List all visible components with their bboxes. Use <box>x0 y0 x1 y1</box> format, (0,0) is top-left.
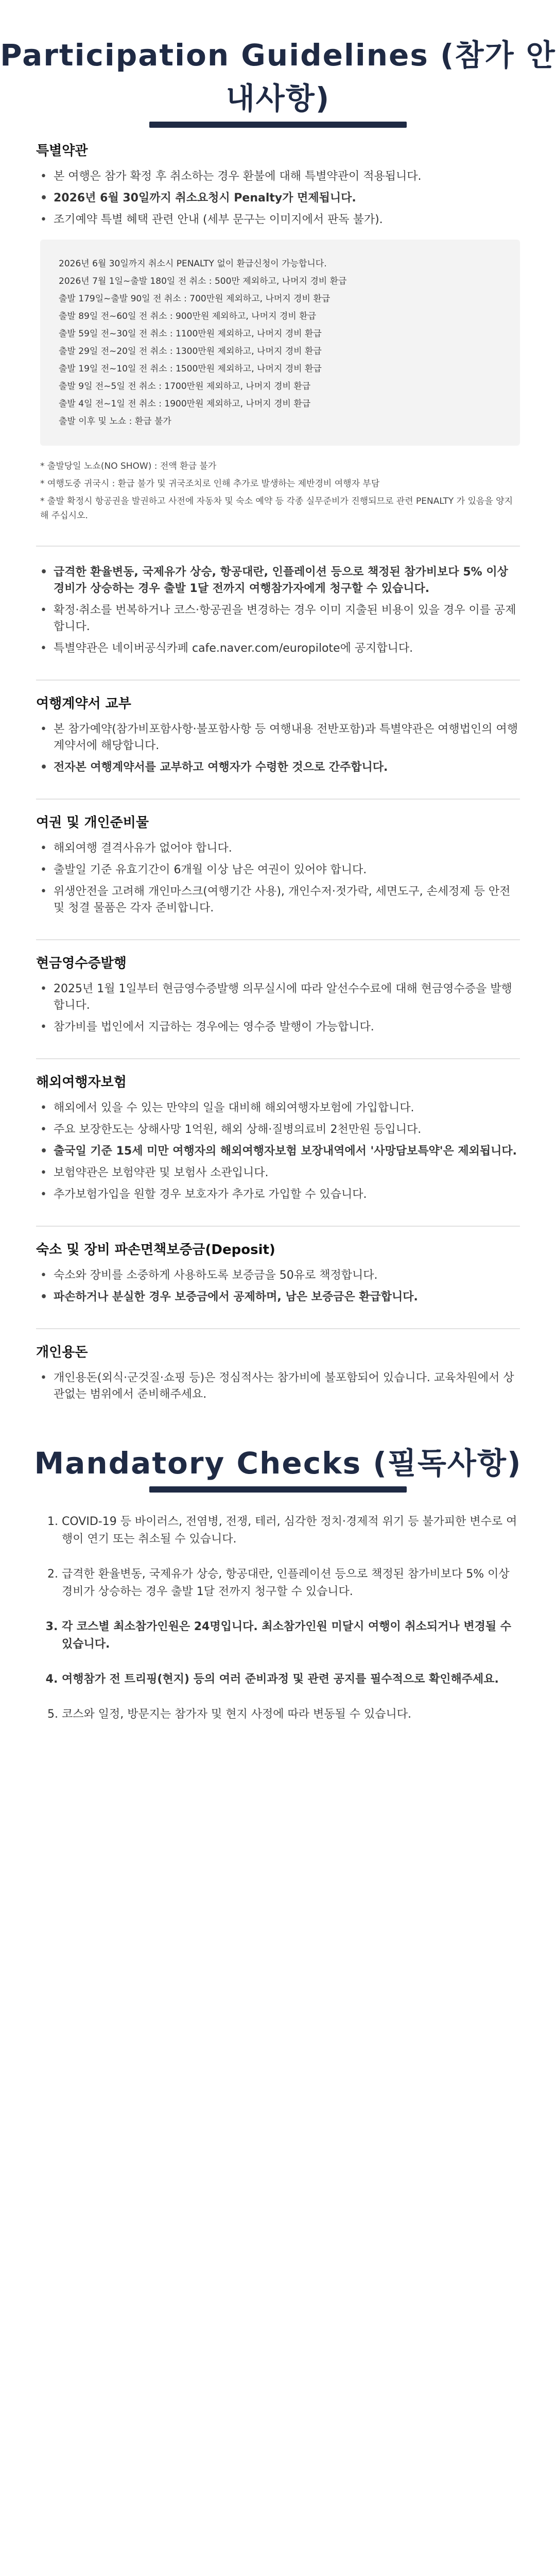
insurance-bullet: • 추가보험가입을 원할 경우 보호자가 추가로 가입할 수 있습니다. <box>40 1187 520 1203</box>
receipt-bullet: • 참가비를 법인에서 지급하는 경우에는 영수증 발행이 가능합니다. <box>40 1019 520 1036</box>
insurance-bullets <box>36 1100 520 1203</box>
receipt-bullets <box>36 981 520 1036</box>
deposit-bullet: • 숙소와 장비를 소중하게 사용하도록 보증금을 50유로 책정합니다. <box>40 1267 520 1284</box>
pricing-bullets <box>36 564 520 657</box>
section-deposit <box>0 1227 556 1306</box>
insurance-bullet: • 출국일 기준 15세 미만 여행자의 해외여행자보험 보장내역에서 '사망담보특약'은 제외됩니다. <box>40 1143 520 1160</box>
fee-note: * 출발당일 노쇼(NO SHOW) : 전액 환급 불가 <box>40 461 217 471</box>
contract-bullet: • 본 참가예약(참가비포함사항·불포함사항 등 여행내용 전반포함)과 특별약관은 여행법인의 여행계약서에 해당합니다. <box>40 721 520 754</box>
section-insurance <box>0 1059 556 1203</box>
special-term-item-2: • 2026년 6월 30일까지 취소요청시 Penalty가 면제됩니다. <box>40 190 520 207</box>
heading-passport: 여권 및 개인준비물 <box>36 815 149 831</box>
section-passport <box>0 800 556 917</box>
mandatory-list <box>0 1513 556 1723</box>
heading-contract: 여행계약서 교부 <box>36 696 131 711</box>
insurance-bullet: • 보험약관은 보험약관 및 보험사 소관입니다. <box>40 1165 520 1181</box>
section-pricing-changes <box>0 564 556 657</box>
heading-deposit: 숙소 및 장비 파손면책보증금(Deposit) <box>36 1242 275 1258</box>
special-term-item-1: • 본 여행은 참가 확정 후 취소하는 경우 환불에 대해 특별약관이 적용됩니다. <box>40 168 520 185</box>
divider <box>36 546 520 547</box>
section-special-terms <box>0 128 556 523</box>
page-title-1: Participation Guidelines (참가 안내사항) <box>0 38 556 116</box>
fee-line: 2026년 6월 30일까지 취소시 PENALTY 없이 환급신청이 가능합니다. <box>59 259 327 269</box>
allowance-bullet: • 개인용돈(외식·군것질·쇼핑 등)은 정심적사는 참가비에 불포함되어 있습니다. 교육차원에서 상관없는 범위에서 준비해주세요. <box>40 1370 520 1403</box>
mandatory-item: 1. COVID-19 등 바이러스, 전염병, 전쟁, 테러, 심각한 정치·경제적 위기 등 불가피한 변수로 여행이 연기 또는 취소될 수 있습니다. <box>62 1513 520 1548</box>
passport-bullet: • 해외여행 결격사유가 없어야 합니다. <box>40 840 520 857</box>
fee-line: 출발 29일 전~20일 전 취소 : 1300만원 제외하고, 나머지 경비 환급 <box>59 346 322 357</box>
deposit-bullet: • 파손하거나 분실한 경우 보증금에서 공제하며, 남은 보증금은 환급합니다. <box>40 1289 520 1306</box>
section-allowance <box>0 1329 556 1403</box>
insurance-bullet: • 주요 보장한도는 상해사망 1억원, 해외 상해·질병의료비 2천만원 등입니다. <box>40 1122 520 1138</box>
fee-line: 출발 9일 전~5일 전 취소 : 1700만원 제외하고, 나머지 경비 환급 <box>59 381 311 392</box>
special-term-item-3: • 조기예약 특별 혜택 관련 안내 (세부 문구는 이미지에서 판독 불가). <box>40 212 520 228</box>
fee-line: 출발 179일~출발 90일 전 취소 : 700만원 제외하고, 나머지 경비 환급 <box>59 294 331 304</box>
fee-notes <box>40 459 520 523</box>
contract-bullet: • 전자본 여행계약서를 교부하고 여행자가 수령한 것으로 간주합니다. <box>40 759 520 776</box>
page-title-2: Mandatory Checks (필독사항) <box>34 1446 522 1481</box>
allowance-bullets <box>36 1370 520 1403</box>
fee-line: 출발 19일 전~10일 전 취소 : 1500만원 제외하고, 나머지 경비 환급 <box>59 364 322 374</box>
cancellation-fee-box <box>40 240 520 446</box>
fee-note: * 여행도중 귀국시 : 환급 불가 및 귀국조치로 인해 추가로 발생하는 제반경비 여행자 부담 <box>40 479 380 489</box>
mandatory-item: 2. 급격한 환율변동, 국제유가 상승, 항공대란, 인플레이션 등으로 책정된 참가비보다 5% 이상 경비가 상승하는 경우 출발 1달 전까지 청구할 수 있습니다. <box>62 1566 520 1601</box>
heading-special-terms: 특별약관 <box>36 143 88 159</box>
section-contract <box>0 681 556 776</box>
insurance-bullet: • 해외에서 있을 수 있는 만약의 일을 대비해 해외여행자보험에 가입합니다. <box>40 1100 520 1116</box>
fee-line: 2026년 7월 1일~출발 180일 전 취소 : 500만 제외하고, 나머지 경비 환급 <box>59 276 347 286</box>
heading-insurance: 해외여행자보험 <box>36 1075 127 1090</box>
fee-line: 출발 4일 전~1일 전 취소 : 1900만원 제외하고, 나머지 경비 환급 <box>59 399 311 409</box>
contract-bullets <box>36 721 520 776</box>
passport-bullet: • 위생안전을 고려해 개인마스크(여행기간 사용), 개인수저·젓가락, 세면도구, 손세정제 등 안전 및 청결 물품은 각자 준비합니다. <box>40 884 520 917</box>
mandatory-item: 5. 코스와 일정, 방문지는 참가자 및 현지 사정에 따라 변동될 수 있습니다. <box>62 1706 520 1723</box>
receipt-bullet: • 2025년 1월 1일부터 현금영수증발행 의무실시에 따라 알선수수료에 대해 현금영수증을 발행합니다. <box>40 981 520 1014</box>
passport-bullets <box>36 840 520 917</box>
heading-allowance: 개인용돈 <box>36 1345 88 1360</box>
pricing-bullet-2: • 확정·취소를 번복하거나 코스·항공권을 변경하는 경우 이미 지출된 비용이 있을 경우 이를 공제합니다. <box>40 602 520 635</box>
passport-bullet: • 출발일 기준 유효기간이 6개월 이상 남은 여권이 있어야 합니다. <box>40 862 520 878</box>
mandatory-item: 3. 각 코스별 최소참가인원은 24명입니다. 최소참가인원 미달시 여행이 취소되거나 변경될 수 있습니다. <box>62 1618 520 1653</box>
heading-receipt: 현금영수증발행 <box>36 956 127 971</box>
title-underline-1 <box>149 122 407 128</box>
special-terms-bullets <box>36 168 520 228</box>
fee-line: 출발 59일 전~30일 전 취소 : 1100만원 제외하고, 나머지 경비 환급 <box>59 329 322 339</box>
title-underline-2 <box>149 1486 407 1493</box>
mandatory-item: 4. 여행참가 전 트리핑(현지) 등의 여러 준비과정 및 관련 공지를 필수적으로 확인해주세요. <box>62 1671 520 1688</box>
fee-line: 출발 이후 및 노쇼 : 환급 불가 <box>59 416 171 427</box>
fee-line: 출발 89일 전~60일 전 취소 : 900만원 제외하고, 나머지 경비 환급 <box>59 311 316 321</box>
section-receipt <box>0 940 556 1036</box>
deposit-bullets <box>36 1267 520 1306</box>
pricing-bullet-1: • 급격한 환율변동, 국제유가 상승, 항공대란, 인플레이션 등으로 책정된 참가비보다 5% 이상 경비가 상승하는 경우 출발 1달 전까지 여행참가자에게 청구할 수 있습니다. <box>40 564 520 597</box>
pricing-bullet-3: • 특별약관은 네이버공식카페 cafe.naver.com/europilote에 공지합니다. <box>40 640 520 657</box>
fee-note: * 출발 확정시 항공권을 발권하고 사전에 자동차 및 숙소 예약 등 각종 실무준비가 진행되므로 관련 PENALTY 가 있음을 양지해 주십시오. <box>40 496 513 521</box>
